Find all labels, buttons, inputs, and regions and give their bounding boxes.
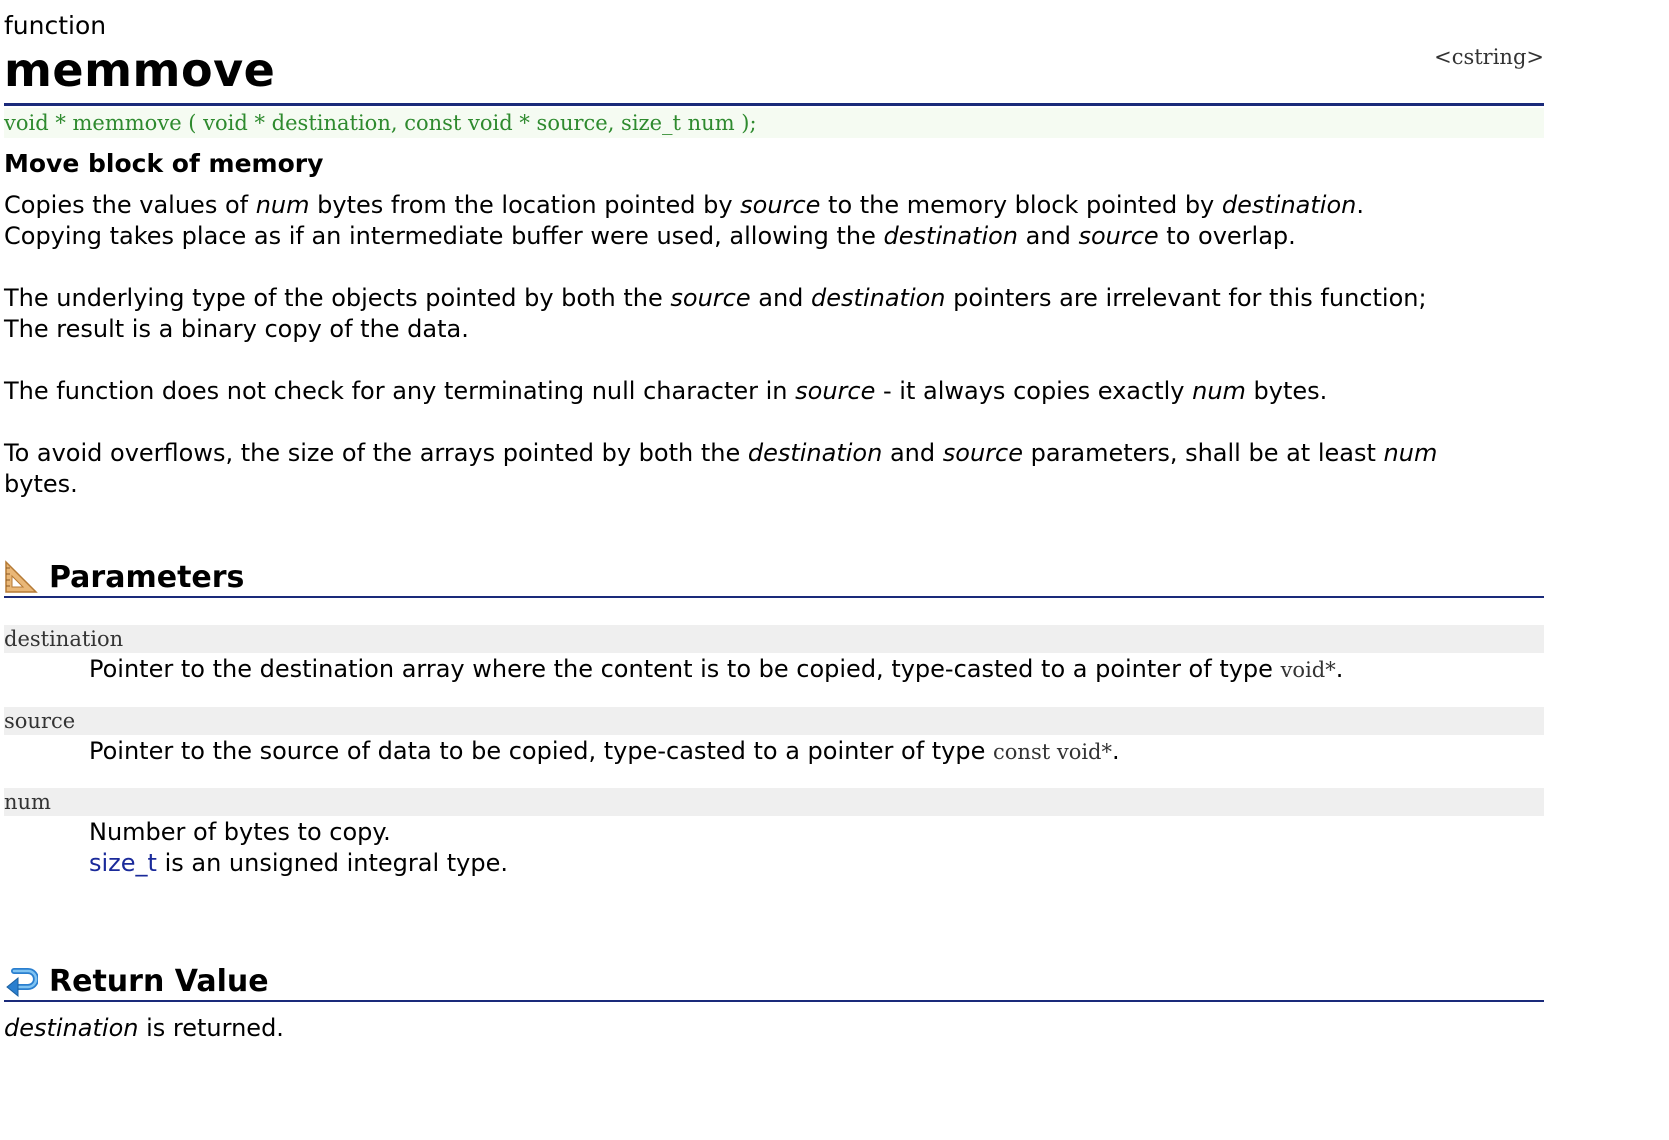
- text-run: Copying takes place as if an intermediate buffer were used, allowing the: [4, 222, 884, 250]
- text-run: .: [1335, 655, 1344, 683]
- param-ref: source: [942, 439, 1023, 467]
- description-paragraph: [4, 438, 1544, 500]
- function-prototype: void * memmove ( void * destination, const void * source, size_t num );: [4, 108, 1544, 138]
- param-desc-num: [89, 817, 508, 879]
- entity-kind: function: [4, 11, 107, 40]
- text-run: parameters, shall be at least: [1022, 439, 1384, 467]
- section-title: Return Value: [49, 964, 269, 999]
- return-arrow-icon: [4, 964, 38, 998]
- description-paragraph: [4, 283, 1544, 345]
- text-run: to the memory block pointed by: [820, 191, 1222, 219]
- size-t-link[interactable]: size_t: [89, 849, 157, 877]
- type-code: const void*: [993, 740, 1113, 764]
- text-run: bytes.: [1245, 377, 1328, 405]
- text-run: and: [882, 439, 943, 467]
- text-run: .: [1112, 737, 1120, 765]
- param-desc-source: [89, 736, 1120, 768]
- param-ref: destination: [1221, 191, 1357, 219]
- description-paragraph: [4, 376, 1544, 407]
- param-ref: source: [740, 191, 821, 219]
- text-run: to overlap.: [1158, 222, 1296, 250]
- text-run: Copies the values of: [4, 191, 256, 219]
- text-run: The underlying type of the objects pointed by both the: [4, 284, 671, 312]
- param-ref: num: [1383, 439, 1438, 467]
- param-name-num: num: [4, 788, 1544, 816]
- section-divider: [4, 1000, 1544, 1002]
- param-ref: num: [1192, 377, 1246, 405]
- param-name-source: source: [4, 707, 1544, 735]
- parameters-heading: [4, 558, 1544, 598]
- return-value-text: [4, 1013, 284, 1044]
- section-title: Parameters: [49, 560, 245, 595]
- text-run: - it always copies exactly: [875, 377, 1193, 405]
- page-title: memmove: [4, 43, 276, 97]
- param-ref: destination: [883, 222, 1019, 250]
- set-square-ruler-icon: [4, 560, 38, 594]
- text-run: The result is a binary copy of the data.: [4, 315, 469, 343]
- function-summary: Move block of memory: [4, 149, 324, 178]
- text-run: and: [1018, 222, 1079, 250]
- param-ref: num: [255, 191, 310, 219]
- text-run: The function does not check for any terminating null character in: [4, 377, 796, 405]
- description: [4, 190, 1544, 531]
- param-ref: source: [1078, 222, 1159, 250]
- text-run: .: [1356, 191, 1365, 219]
- text-run: is an unsigned integral type.: [156, 849, 508, 877]
- text-run: is returned.: [138, 1014, 284, 1042]
- type-code: void*: [1280, 658, 1336, 682]
- param-name-destination: destination: [4, 625, 1544, 653]
- param-ref: destination: [747, 439, 883, 467]
- text-run: To avoid overflows, the size of the arrays pointed by both the: [4, 439, 748, 467]
- text-run: Number of bytes to copy.: [89, 818, 391, 846]
- text-run: bytes.: [4, 470, 78, 498]
- param-ref: source: [670, 284, 751, 312]
- text-run: Pointer to the source of data to be copied, type-casted to a pointer of type: [89, 737, 994, 765]
- title-divider: [4, 103, 1544, 106]
- text-run: and: [750, 284, 812, 312]
- section-divider: [4, 596, 1544, 598]
- text-run: Pointer to the destination array where the content is to be copied, type-casted to a pointer of type: [89, 655, 1281, 683]
- param-ref: destination: [811, 284, 946, 312]
- param-ref: source: [795, 377, 876, 405]
- param-ref: destination: [4, 1014, 139, 1042]
- text-run: pointers are irrelevant for this function;: [945, 284, 1427, 312]
- description-paragraph: [4, 190, 1544, 252]
- header-file-link[interactable]: <cstring>: [1434, 45, 1544, 69]
- return-value-heading: [4, 962, 1544, 1002]
- param-desc-destination: [89, 654, 1343, 686]
- text-run: bytes from the location pointed by: [309, 191, 741, 219]
